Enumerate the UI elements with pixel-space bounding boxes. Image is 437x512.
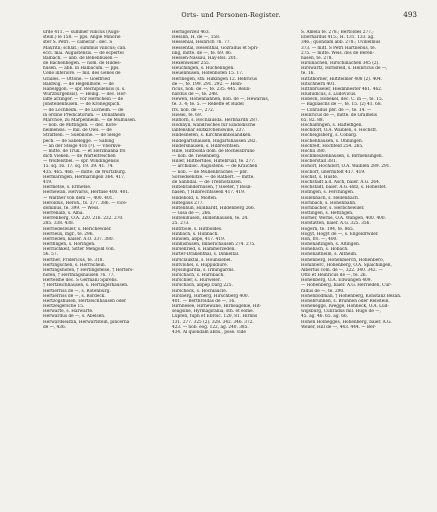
register-line: Hirswartz, Hirnsfeld, s. Heinricus de —, bbox=[301, 66, 388, 72]
register-line: stein.) le 158. — pps. Angle Minorie bbox=[43, 35, 121, 41]
register-line: wigsburg, Cunradus mil. Hugo de —, bbox=[301, 309, 381, 315]
register-line: Würzburgensis). — Heilig. — dec. Hor- bbox=[43, 92, 127, 98]
register-line: Hertierriss de —, s. Rordeck. bbox=[43, 293, 106, 299]
register-line: Hochorf, unermitelt 417. 419. bbox=[301, 169, 366, 175]
page-title: Orts- und Personen-Register. bbox=[181, 11, 281, 19]
register-line: Hewen, Hohenhahnen, nob. de —, Hewarius, bbox=[172, 97, 270, 103]
register-line: Hiller, Hiltbertdes, Hiltebruat, te. 277. bbox=[172, 159, 256, 165]
register-line: — archidioc. Augustens. — de Kraichen bbox=[172, 164, 258, 170]
register-line: ricus, nob. de —, te. 235. 445. Relin- bbox=[172, 86, 251, 92]
register-line: Hirter-Drakenthal, s. Dinkeltal. bbox=[172, 252, 240, 258]
register-line: Hyssingardia, s. Irmingardis. bbox=[172, 267, 235, 273]
register-line: Hlududicus, s. Ludovicus. bbox=[301, 92, 357, 98]
register-line: Hogern, te. 194, te. 865. bbox=[301, 226, 355, 232]
register-line: † Hertzeichhausen, s. Hertzigerhausen. bbox=[43, 283, 129, 289]
register-line: 346.; quondam abb. 278.; Uvillelmus bbox=[301, 40, 381, 46]
register-line: Habelggon. — spr. Rechipulensis (s. s. bbox=[43, 86, 126, 92]
register-line: Hobeck, Hobekel, dec. C. in —, te. 15. bbox=[301, 97, 384, 103]
register-line: Herther, Fridericus, te. 318. bbox=[43, 257, 104, 263]
register-line: lanfensbar Hiltkirchenswille, 237. bbox=[172, 128, 246, 134]
register-line: — nob. de Tiesenberg. bbox=[172, 154, 221, 160]
register-line: seagsine, Hyrmagirania, stn. et eome. bbox=[172, 309, 254, 315]
register-line: Herlfingen, s. Horingen. bbox=[43, 242, 96, 248]
register-line: Hinbach, s. Hunbach. bbox=[172, 231, 219, 237]
register-line: te. 3. 4; te. 5. — Rebeffe et Rüdel bbox=[172, 102, 244, 108]
register-line: 423. — nob. eog. 122, ag. 240. 385. bbox=[172, 324, 249, 330]
register-line: hofen, † Herthingshausen 76. 77. bbox=[43, 273, 115, 279]
register-line: Höchstädt a.d. Asch, baier. A.G. 264. bbox=[301, 179, 381, 185]
register-line: Hirnnesee, Hirnewane, Hirneagenie, Hit- bbox=[172, 304, 262, 310]
register-line: — de Lochheim. — de Lucheim. — de bbox=[43, 107, 124, 113]
register-line: Gralles. — Ottone. — Goeffried bbox=[43, 76, 110, 82]
register-line: — Gisa de —, 266. bbox=[172, 211, 212, 217]
register-line: heimensis. — mil. de Ows. — de bbox=[43, 128, 112, 134]
register-line: Hirsenried, s. Hammerzeden. bbox=[172, 247, 236, 253]
register-line: 56. 57. bbox=[43, 252, 58, 258]
register-line: Albertus com. de —, 322. 340. 342. — bbox=[301, 267, 383, 273]
register-line: 25. 273. bbox=[172, 221, 190, 227]
register-line: Hiltrbole, s. Hiltboldes. bbox=[172, 226, 223, 232]
register-line: Höttingen, s. Hettingen. bbox=[301, 211, 354, 217]
register-line: Herrenalb, s. Alba. bbox=[43, 211, 84, 217]
register-line: husen. — abb. in Halbacum. — pps. bbox=[43, 66, 120, 72]
register-line: Hille, Hiltbolda dom. de Bochelsbruno bbox=[172, 148, 255, 154]
register-column-right bbox=[301, 30, 419, 484]
register-line: Heuenhusen, Hofenhofen 15. 17. bbox=[172, 71, 244, 77]
register-line: Hildeshefen, s. Kirchheimbolandken. bbox=[172, 133, 252, 139]
register-line: de Sanndal. — de Trebhofanzen. bbox=[172, 179, 243, 185]
register-line: Hochli 380. bbox=[301, 148, 326, 154]
register-line: eccl. mai. Augustensis. — de ecpertel bbox=[43, 50, 124, 56]
register-line: Mauritii; schlat.; summus villicus; can. bbox=[43, 45, 127, 51]
register-line: Hittithorner, Hiltiteimer 408 (2). 404. bbox=[301, 76, 383, 82]
register-line: de —, te. 199. 291. 292. — Hein- bbox=[172, 81, 243, 87]
register-line: urde 411. — summer villicus (Augs- bbox=[43, 30, 120, 35]
register-line: Hofstätten, baier. A.G. 325. 356. bbox=[301, 221, 371, 227]
register-line: Hochalfingen, s. Haltelfigen. bbox=[301, 123, 363, 129]
register-line: — Bagilaschs de —, te. 15. (2) 41. 68. bbox=[301, 102, 382, 108]
register-line: laffe arzinger. — vor Hernchein — de bbox=[43, 97, 124, 103]
register-line: Hochmeszenbausen, s. Birmensingen. bbox=[301, 154, 384, 160]
register-line: Hohinberc, Hohenberg, O.A. Spaichingen, bbox=[301, 262, 392, 268]
register-line: Hesslin, H. de —, 158. bbox=[172, 35, 221, 41]
register-line: — Conradus pbr. de —, te. 14. — bbox=[301, 107, 372, 113]
register-line: Herwardseistin, Herwartstein, pincerna bbox=[43, 319, 130, 325]
register-line: Hochdorf, O.A. Waiblen, s. Höchstf. bbox=[301, 128, 378, 134]
register-line: Sorsedsenitze. — de Rathert. — mitte. bbox=[172, 174, 255, 180]
register-line: Hermaringen, Hermaringen 364. 417. bbox=[43, 174, 126, 180]
register-line: hasen, † Hilbrechtsseen 417. 419. bbox=[172, 190, 246, 196]
register-line: Hiltebranderhusen, † Hoeter, † Bosli- bbox=[172, 185, 252, 191]
register-line: Hohenberg, Hohenbierch, Hohenbero, bbox=[301, 257, 385, 263]
register-line: Hessental, Hesenthal, Gozradus et Spri- bbox=[172, 45, 259, 51]
register-line: Hohenberg, O.A. Ellwangen 409. bbox=[301, 278, 372, 284]
register-columns bbox=[43, 30, 419, 484]
register-line: Straffsen. — Suebilohe. — de Sleige bbox=[43, 133, 121, 139]
register-line: Lupfen, tuph et Ebroic. 120, 81. Hirnns bbox=[172, 314, 258, 320]
register-line: Hildershausen, s. Hilbrechtsen. bbox=[172, 143, 241, 149]
register-line: Heinricus de —, mitte. de Gralhelis bbox=[301, 112, 377, 118]
register-line: Hirschach, abpep Darg 225. bbox=[172, 283, 233, 289]
register-line: Baldwig. — de Hegenlhofe. — de bbox=[43, 81, 114, 87]
register-line: Hinhishusen, Imnerichausen 274. 275. bbox=[172, 242, 256, 248]
register-line: Hiltegaus 277. bbox=[172, 200, 204, 206]
register-line: Hohenaltheim, s. Altheim. bbox=[301, 252, 358, 258]
register-line: Hohebach, s. Hobach. bbox=[301, 247, 349, 253]
register-line: ling, mitte. de —, te. 69. 86. bbox=[172, 50, 233, 56]
register-line: de Bachenhegen. — nom. de Hildes- bbox=[43, 61, 122, 67]
register-line: 419. bbox=[43, 179, 53, 185]
register-line: Herrieux, mgr., te. 296. bbox=[43, 231, 94, 237]
register-line: Hirsinachen, Hirschinachen 345 (2). bbox=[301, 61, 380, 67]
register-line: — mitte. de Truk. — et Herzmanna frs bbox=[43, 148, 126, 154]
register-line: Hinolen, abpe, 417. 419. bbox=[172, 236, 226, 242]
register-line: Hernigerzeil 463. bbox=[172, 30, 210, 35]
register-line: Hocherstall 381. bbox=[301, 159, 337, 165]
register-line: Hirscheck, s. Hochlaucle. bbox=[172, 288, 228, 294]
register-line: 65. 82. 88. bbox=[301, 117, 324, 123]
register-line: S. Amelii te. 278.; Bertoldes 277.; bbox=[301, 30, 374, 35]
register-line: Herwardus de —, s. Abelsen. bbox=[43, 314, 106, 320]
register-line: Jonstellenhusen. — de Kronegspich. bbox=[43, 102, 121, 108]
register-line: Hertelshe dec. S Germani Spirens. bbox=[43, 278, 118, 284]
register-line: Heroldus, Heroh., ts. 377. 386. — vice- bbox=[43, 200, 128, 206]
register-line: Hildegartshausen, Hilgartshausen 282. bbox=[172, 138, 257, 144]
register-line: Herrieden, kaiser. A.O. 337. 380. bbox=[43, 236, 114, 242]
register-line: Höllenbach, s. Hellenbach. bbox=[301, 195, 360, 201]
register-line: Herrenberg, O.A. 220. 216. 232. 270. bbox=[43, 216, 124, 222]
register-line: — Walther von dem —, 400. 401. bbox=[43, 195, 114, 201]
register-line: Hilflorn, s. Hochlausda. Herbhardh 287. bbox=[172, 117, 259, 123]
register-line: hardus de —, te. 248. bbox=[172, 92, 219, 98]
register-line: dominus, te. 399. — Wess. bbox=[43, 205, 100, 211]
register-line: 285. 338. 438. bbox=[43, 221, 75, 227]
register-line: Hohenbodman, † Hohenberg, Konstanz Bezah. bbox=[301, 293, 402, 299]
register-column-middle bbox=[172, 30, 290, 484]
register-line: — Hohenberg, baier. A.G. Herrieden, Cur- bbox=[301, 283, 392, 289]
register-line: 45. ag. 46. 65. ag. 66. bbox=[301, 314, 349, 320]
register-line: hasen, te. 278. bbox=[301, 55, 333, 61]
register-line: — an der Steige 416 (?). — Vberkve- bbox=[43, 143, 122, 149]
register-line: ster S. Petri. — camerar : dec. S bbox=[43, 40, 113, 46]
register-line: Eberhardus 415.; H. 131. 133. ag. bbox=[301, 35, 375, 41]
register-line: Hexenweiler 255. bbox=[172, 61, 211, 67]
register-line: 435. 465. 466. — mitte. de Wurtzburg. bbox=[43, 169, 127, 175]
register-line: Hertzeigersche 15. bbox=[43, 304, 85, 310]
register-line: Hertzogshusen, Hertzeichhausen oder bbox=[43, 298, 127, 304]
register-line: 401. — Berthroldas de —, 16. bbox=[172, 298, 236, 304]
register-line: 131. 277. 325 (2). 328. 342. 346. 372. bbox=[172, 319, 254, 325]
register-line: 434. Al quondam abbs., pose. vide bbox=[172, 329, 246, 335]
register-line: Hörnbacher, s. Herbchewiler. bbox=[301, 205, 365, 211]
register-line: — nob. de Mittingen. — dec. Kore- bbox=[43, 123, 118, 129]
page-number: 493 bbox=[403, 10, 417, 19]
register-line: Hernewan. Hervarss, Hertlise 400. 401. bbox=[43, 190, 130, 196]
register-line: Hirsclauktal, s. Hounsiebel. bbox=[172, 257, 232, 263]
register-line: Balbach. — abb. de Bebenhusen — bbox=[43, 55, 119, 61]
register-line: Hogyt, Hogyt de —, s. Engeldrwiler. bbox=[301, 231, 379, 237]
register-line: Hornbach, s. Hohenhahn. bbox=[301, 200, 357, 206]
register-line: Hiltenhun, Hildbardt, Hildenberg 266. bbox=[172, 205, 256, 211]
page-header bbox=[43, 0, 419, 28]
register-line: Weiler, Hill de —, 443. 444. — Ber- bbox=[301, 324, 377, 330]
register-line: Heuchingen, s. Huchelingen. bbox=[172, 66, 235, 72]
register-line: Hörner, Werne, O.A. Wangen, 400. 400. bbox=[301, 216, 386, 222]
register-line: Hertierriss de —, s. Rotenburg. bbox=[43, 288, 111, 294]
register-line: 15. sq. 16. 17. sq. 19. 39. 41. 74. bbox=[43, 164, 114, 170]
register-line: pech. — de Sabelegge. — Sabing bbox=[43, 138, 115, 144]
register-line: Hittlibruseler, Hiedinnester 461. 462. bbox=[301, 86, 383, 92]
register-line: 275. — mitte. Weis. dos de Beren- bbox=[301, 50, 374, 56]
register-line: Hochfelt, Hochfeld 254. 265. bbox=[301, 143, 364, 149]
register-line: Hessenial, Heinrich 76. 77. bbox=[172, 40, 231, 46]
register-line: Hiltvlohel, s. Huppildiure. bbox=[172, 262, 228, 268]
register-line: Hodinyll, wandrisches für Eindodische bbox=[172, 123, 256, 129]
register-line: Herrlichkeit, Sitter Mengold von. bbox=[43, 247, 115, 253]
register-line: Hohorf, Hochdorf, O.A. Waiblen 289. 291. bbox=[301, 164, 391, 170]
register-line: Hoh, frs. —, 400. bbox=[301, 236, 338, 242]
register-line: Hohenegge, Iwegge, Hohneck, O.A. Lud- bbox=[301, 304, 389, 310]
register-line: — nob. — de Mullenbraches — pbr. bbox=[172, 169, 248, 175]
register-line: frs. nob. de —, 272. bbox=[172, 107, 215, 113]
register-line: 373. — mitt. S Petri Hartliebus, te. bbox=[301, 45, 376, 51]
register-line: Hocheigisberg, s. Cobarg. bbox=[301, 133, 358, 139]
register-line: Hirschler, s. Hurweler. bbox=[172, 278, 221, 284]
register-line: Herriedeswiler, s. Herichewiler. bbox=[43, 226, 112, 232]
register-line: Höfingen, s. Ferchingen. bbox=[301, 190, 355, 196]
register-line: Hohen Holnegges, Hohenberg, baier. A.G. bbox=[301, 319, 392, 325]
register-line: in ordine Predicatorum. — Donatheim bbox=[43, 112, 126, 118]
register-line: Hiesel, te. 69. bbox=[172, 112, 203, 118]
register-line: Hermetse, s. Ermetse. bbox=[43, 185, 92, 191]
register-line: Hitschnern 401. bbox=[301, 81, 336, 87]
register-line: Herinegen, stn. Hilkingen 12. Hebricus bbox=[172, 76, 258, 82]
register-line: te. 16. bbox=[301, 71, 315, 77]
register-line: Hirsberg, Hirberg, Hirschberg 400. bbox=[172, 293, 249, 299]
register-line: dicti Vieken. — de Warteltreichen bbox=[43, 154, 116, 160]
register-line: Hochenhausen, s. Onningen. bbox=[301, 138, 364, 144]
register-line: Höchstädt, baier. A.G.-Bitz, s. Hohestet. bbox=[301, 185, 387, 191]
register-line: Hiltenihusen, Hildenhausen, te. 24. bbox=[172, 216, 249, 222]
register-line: radus de —, te. 290. bbox=[301, 288, 345, 294]
register-line: Marchoe, zu Marpenheim. — de Mulhusen. bbox=[43, 117, 137, 123]
register-line: Hildebold, s. Mölten. bbox=[172, 195, 218, 201]
register-line: de —, 436. bbox=[43, 324, 67, 330]
register-line: Hertingschen, s. Herrnchein. bbox=[43, 262, 107, 268]
register-line: Hessen-Nassau, Hay-Bss. 201. bbox=[172, 55, 238, 61]
register-line: Herwarte, s. Harwarte. bbox=[43, 309, 94, 315]
register-line: Hertingshofen, † Hertingsfelse, † Herters- bbox=[43, 267, 134, 273]
register-line: — Wolfelsthel. — spr. Windingensis bbox=[43, 159, 119, 165]
register-line: Celle inferiore. — mil. des Genes de bbox=[43, 71, 121, 77]
register-column-left bbox=[43, 30, 161, 484]
register-line: Hohebrunnen, s. Brunnen oder Rebstein. bbox=[301, 298, 390, 304]
register-line: Hirschach, s. Hurnbach. bbox=[172, 273, 225, 279]
register-line: Höchst, s. Huste. bbox=[301, 174, 339, 180]
register-line: Otto et Heinricus de —, te. 26. bbox=[301, 273, 367, 279]
register-line: Hohenaltingen, s. Altingen. bbox=[301, 242, 361, 248]
